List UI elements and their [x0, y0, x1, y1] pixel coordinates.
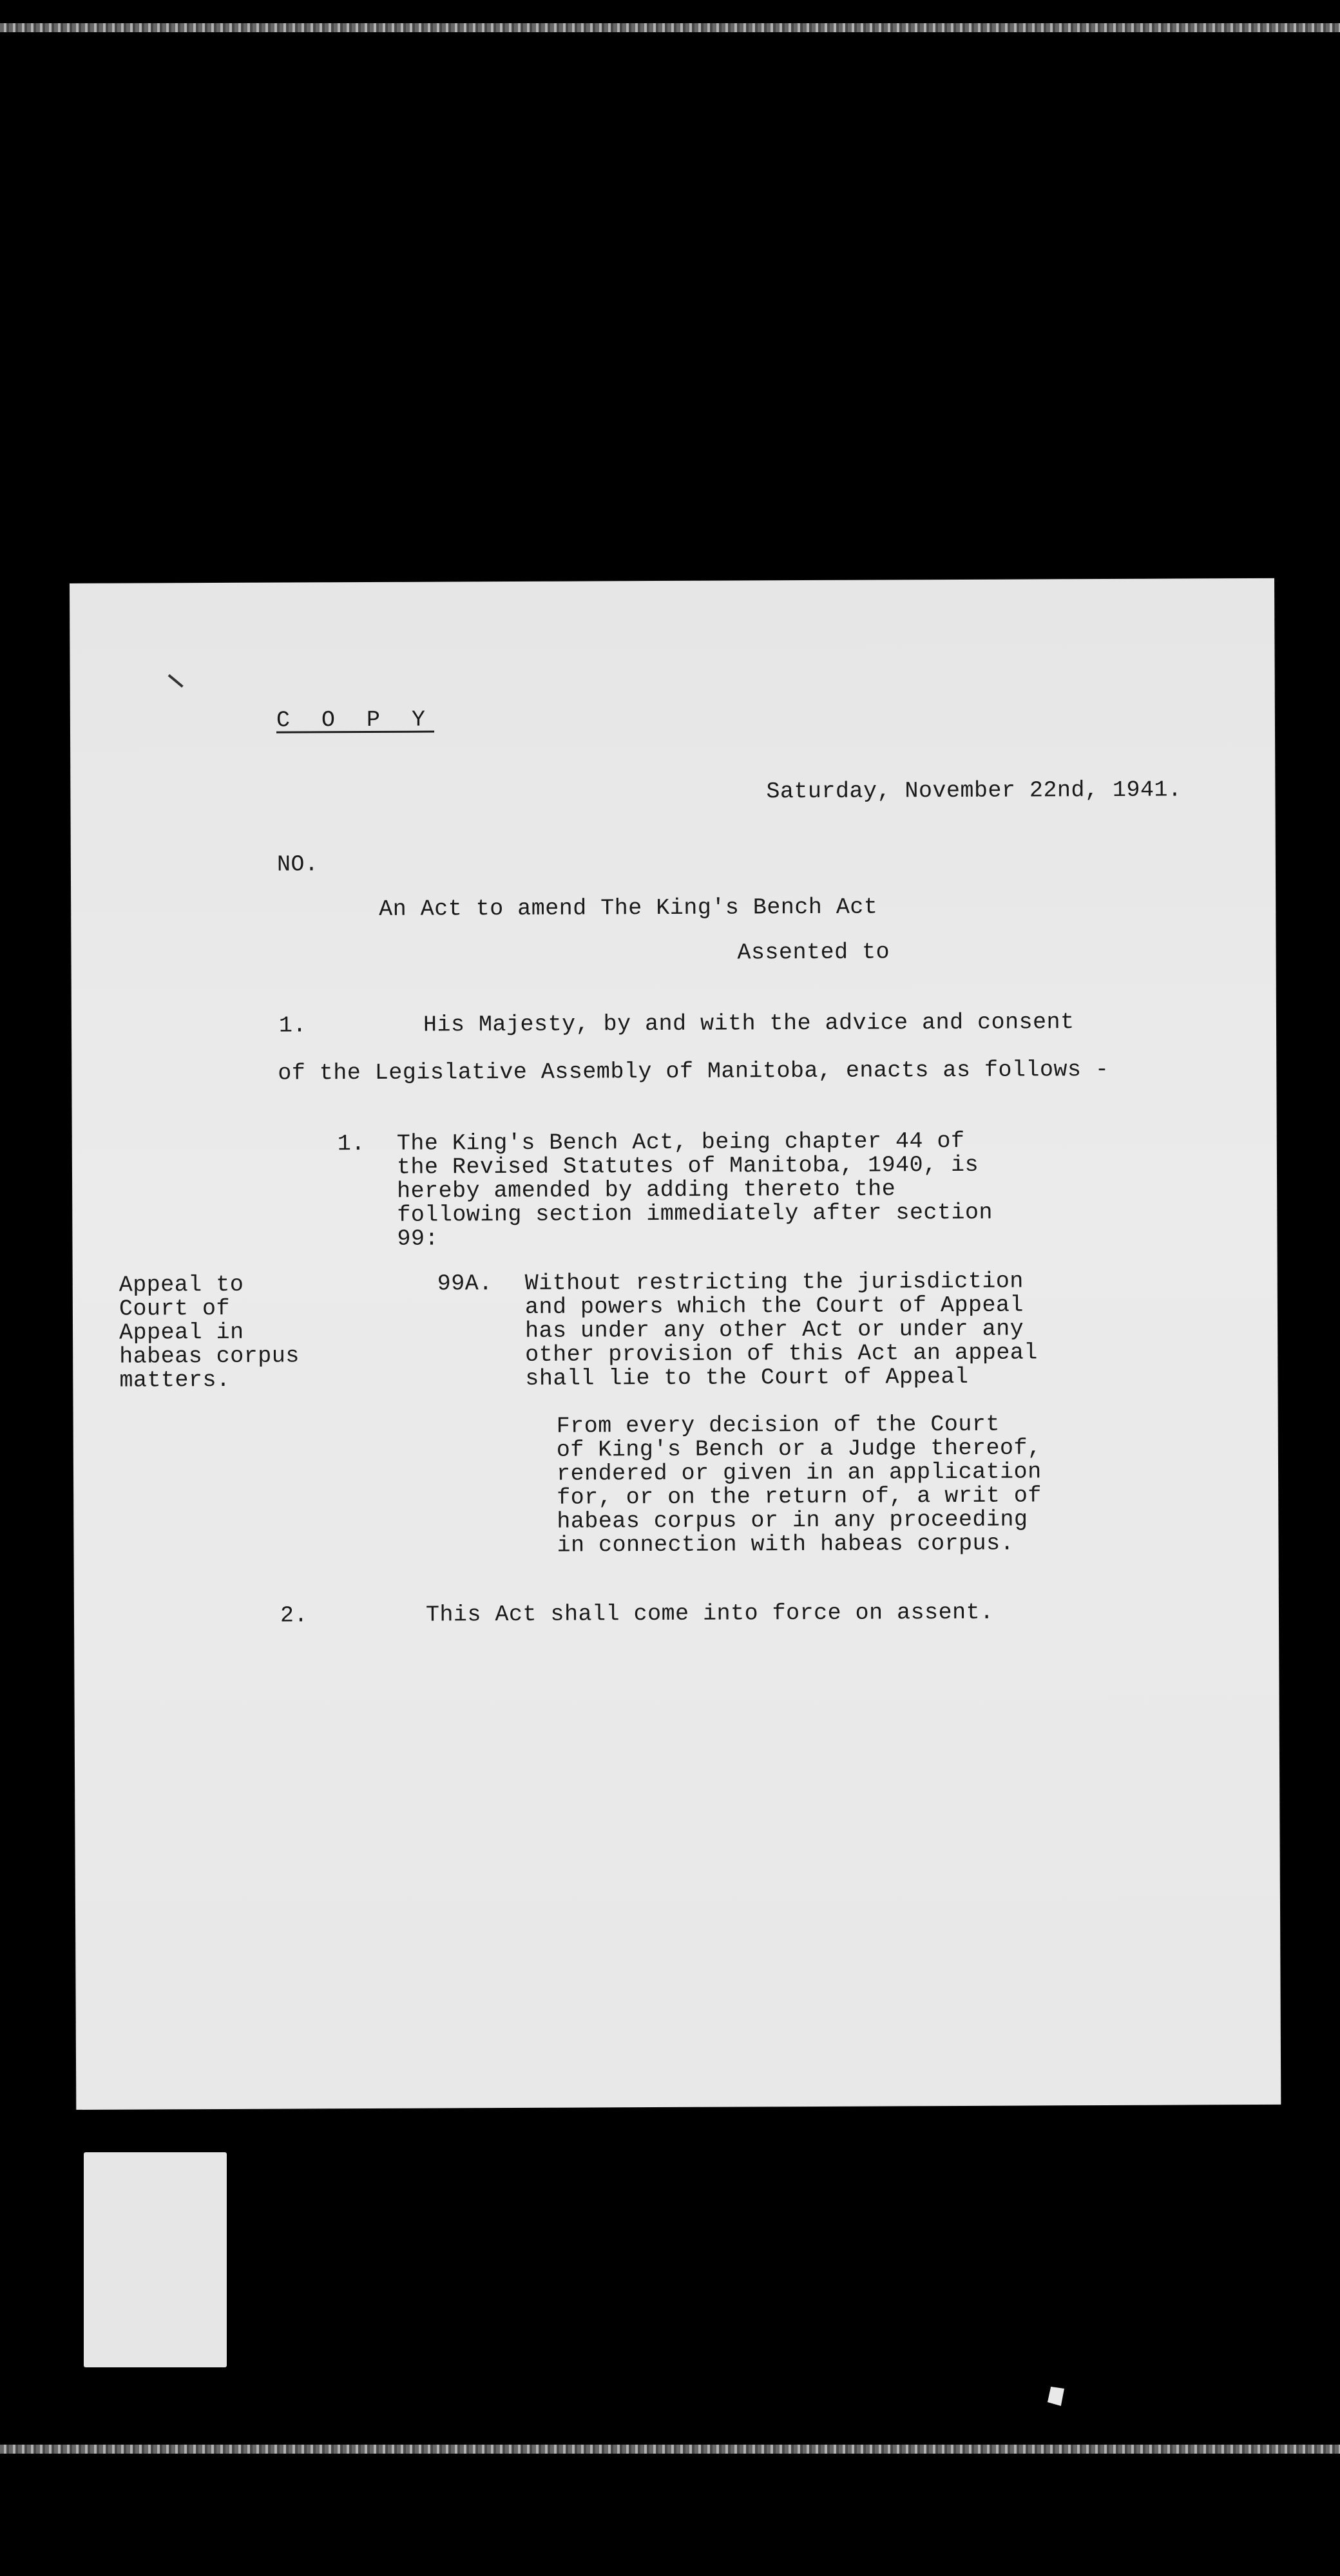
- paper-slip: [84, 2152, 227, 2367]
- paper-speck: [1048, 2387, 1064, 2406]
- section-99a-number: 99A.: [437, 1271, 493, 1297]
- preamble-line-1: His Majesty, by and with the advice and consent: [423, 1009, 1075, 1038]
- section-99a-text: Without restricting the jurisdiction and powers which the Court of Appeal has under any other Act or under any other provision of this Act an appeal shall lie to the Court of Appeal: [524, 1268, 1038, 1392]
- assent-line: Assented to: [737, 939, 890, 966]
- preamble-line-2: of the Legislative Assembly of Manitoba, enacts as follows -: [278, 1056, 1109, 1086]
- preamble-number: 1.: [278, 1012, 307, 1039]
- document-date: Saturday, November 22nd, 1941.: [766, 777, 1182, 805]
- film-edge-bottom: [0, 2445, 1340, 2454]
- marginal-note: Appeal to Court of Appeal in habeas corpus matters.: [119, 1271, 300, 1394]
- stray-mark: [168, 674, 184, 688]
- section-99a-clause: From every decision of the Court of King's Bench or a Judge thereof, rendered or given in an application for, or on the return of, a writ of habeas corpus or in any proceeding in connection with habeas corpus.: [556, 1411, 1042, 1558]
- film-edge-top: [0, 23, 1340, 32]
- section-1-number: 1.: [337, 1131, 365, 1157]
- act-title: An Act to amend The King's Bench Act: [379, 894, 878, 922]
- bill-number: NO.: [276, 851, 319, 878]
- copy-heading: C O P Y: [276, 706, 435, 734]
- document-page: [70, 578, 1281, 2110]
- section-1-text: The King's Bench Act, being chapter 44 of the Revised Statutes of Manitoba, 1940, is hereby amended by adding thereto the following section immediately after section 99:: [396, 1128, 993, 1252]
- section-2-text: This Act shall come into force on assent.: [425, 1599, 994, 1628]
- section-2-number: 2.: [280, 1602, 309, 1629]
